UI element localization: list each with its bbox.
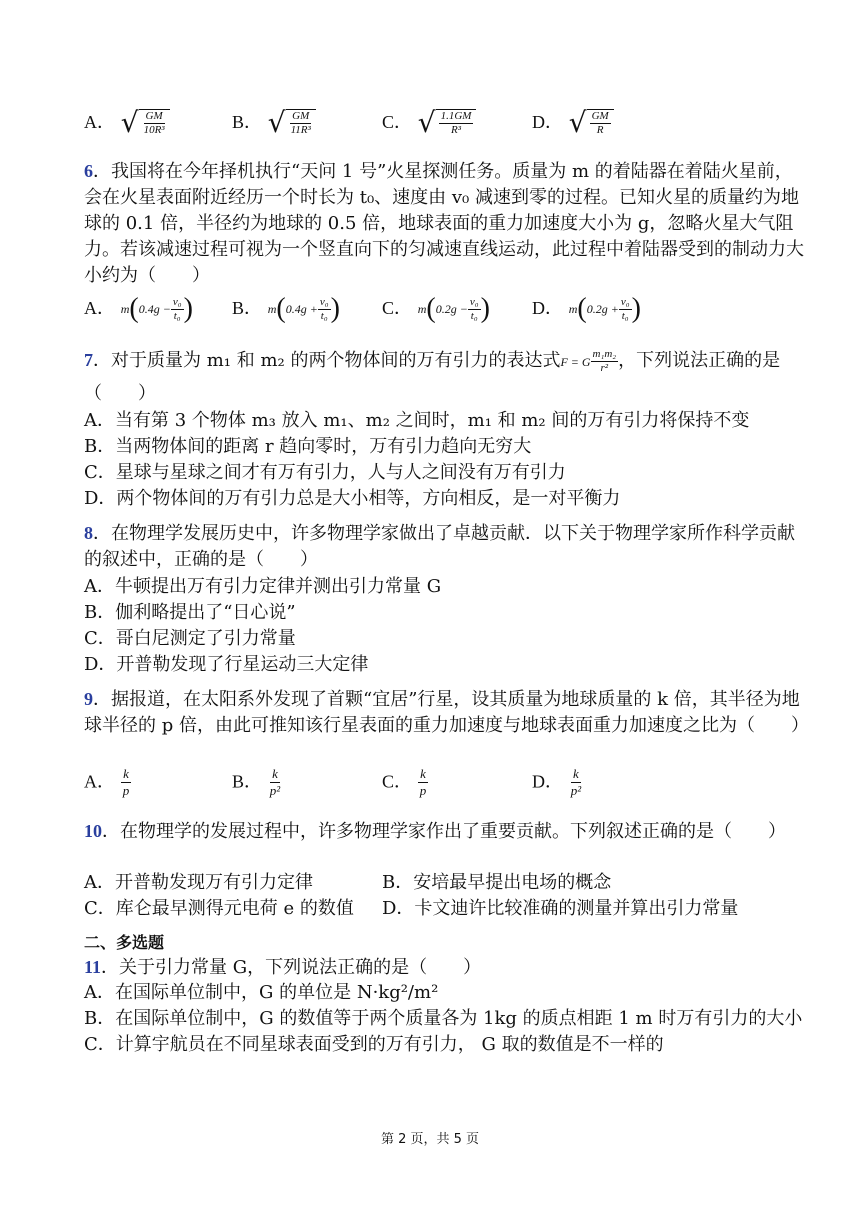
denominator: 11R³ (290, 124, 311, 136)
numerator: GM (591, 110, 609, 122)
option-label: C． (382, 771, 413, 792)
expression: 0.4g − (138, 301, 171, 316)
question-9 (84, 686, 809, 739)
sqrt-expression: √ $\frac{1.1GM}{\text{R³}}$ (418, 108, 477, 138)
q6-options (84, 294, 804, 334)
numerator: GM (145, 110, 163, 122)
q8-option-d: D．开普勒发现了行星运动三大定律 (84, 654, 369, 675)
q7-option-d: D．两个物体间的万有引力总是大小相等，方向相反，是一对平衡力 (84, 488, 621, 509)
option-label: C． (382, 112, 413, 132)
denominator: t₀ (173, 309, 181, 322)
question-text: ．我国将在今年择机执行“天问 1 号”火星探测任务。质量为 m 的着陆器在着陆火星前，会在火星表面附近经历一个时长为 t₀、速度由 v₀ 减速到零的过程。已知火星的质量约为地球的 0.1 倍，半径约为地球的 0.5 倍，地球表面的重力加速度大小为 g，忽略火星大气阻力。若该减速过程可视为一个竖直向下的匀减速直线运动，此过程中着陆器受到的制动力大小约为（ ） (84, 161, 804, 286)
q10-option-b: B．安培最早提出电场的概念 (382, 872, 612, 893)
gravity-formula: F = G (560, 355, 591, 369)
option-label: C． (382, 298, 413, 318)
numerator: 1.1GM (440, 110, 472, 122)
question-number: 9 (84, 689, 93, 709)
q7-option-a: A．当有第 3 个物体 m₃ 放入 m₁、m₂ 之间时，m₁ 和 m₂ 间的万有引力将保持不变 (84, 410, 750, 431)
mass-symbol: m (568, 301, 578, 316)
q6-option-b: B． m ( 0.4g + $\frac{\text{v₀}}{\text{t₀}}$ ) (232, 293, 340, 324)
question-8 (84, 520, 804, 573)
q8-option-c: C．哥白尼测定了引力常量 (84, 628, 296, 649)
q10-option-c: C．库仑最早测得元电荷 e 的数值 (84, 898, 354, 919)
numerator: v₀ (469, 295, 479, 308)
denominator: p (122, 783, 130, 798)
q9-option-a (84, 766, 131, 799)
question-7 (84, 344, 804, 410)
option-label: B． (232, 298, 263, 318)
q9-option-c (382, 766, 428, 799)
question-11 (84, 954, 804, 981)
expression: 0.2g + (586, 301, 619, 316)
denominator: R³ (451, 124, 462, 136)
denominator: R (596, 124, 604, 136)
q6-option-d: D． m ( 0.2g + $\frac{\text{v₀}}{\text{t₀}}$ ) (532, 293, 641, 324)
q11-option-b: B．在国际单位制中，G 的数值等于两个质量各为 1kg 的质点相距 1 m 时万有引力的大小 (84, 1008, 803, 1029)
denominator: t₀ (470, 309, 478, 322)
question-number: 7 (84, 350, 93, 370)
mass-symbol: m (120, 301, 130, 316)
numerator: GM (292, 110, 310, 122)
numerator: v₀ (319, 295, 329, 308)
numerator: k (573, 766, 579, 781)
q8-option-a: A．牛顿提出万有引力定律并测出引力常量 G (84, 576, 442, 597)
q10-option-a: A．开普勒发现万有引力定律 (84, 872, 313, 893)
expression: 0.2g − (435, 301, 468, 316)
q10-option-d: D．卡文迪许比较准确的测量并算出引力常量 (382, 898, 739, 919)
question-number: 10 (84, 821, 102, 841)
q5-option-c (382, 108, 476, 138)
denominator: p² (570, 783, 582, 798)
option-label: B． (232, 112, 263, 132)
q7-option-b: B．当两物体间的距离 r 趋向零时，万有引力趋向无穷大 (84, 436, 532, 457)
sqrt-expression: √ $\frac{GM}{R}$ (569, 108, 614, 138)
question-number: 6 (84, 161, 93, 181)
option-label: D． (532, 298, 563, 318)
question-text: ，下列说法正确的是（ ） (84, 350, 781, 404)
denominator: r² (600, 361, 609, 374)
numerator: k (123, 766, 129, 781)
q8-option-b: B．伽利略提出了“日心说” (84, 602, 296, 623)
numerator: k (420, 766, 426, 781)
page-footer: 第 2 页，共 5 页 (380, 1132, 480, 1147)
q11-option-list (84, 980, 804, 1058)
question-text: ．在物理学发展历史中，许多物理学家做出了卓越贡献．以下关于物理学家所作科学贡献的叙述中，正确的是（ ） (84, 523, 795, 570)
numerator: m₁m₂ (592, 347, 617, 360)
q5-option-b (232, 108, 316, 138)
sqrt-expression: √ $\frac{GM}{\text{11R³}}$ (268, 108, 316, 138)
q5-option-d (532, 108, 614, 138)
q5-option-a (84, 108, 170, 138)
section-heading: 二、多选题 (84, 933, 165, 952)
q6-option-a: A． m ( 0.4g − $\frac{\text{v₀}}{\text{t₀}}$ ) (84, 293, 193, 324)
option-label: A． (84, 112, 115, 132)
denominator: t₀ (621, 309, 629, 322)
question-text: ．据报道，在太阳系外发现了首颗“宜居”行星，设其质量为地球质量的 k 倍，其半径为地球半径的 p 倍，由此可推知该行星表面的重力加速度与地球表面重力加速度之比为（ ） (84, 689, 809, 736)
option-label: D． (532, 771, 563, 792)
q8-option-list (84, 574, 804, 678)
denominator: t₀ (320, 309, 328, 322)
numerator: v₀ (172, 295, 182, 308)
denominator: p² (269, 783, 281, 798)
q5-options (84, 108, 804, 148)
option-label: B． (232, 771, 263, 792)
sqrt-expression: √ $\frac{GM}{\text{10R³}}$ (121, 108, 170, 138)
q11-option-c: C．计算宇航员在不同星球表面受到的万有引力， G 取的数值是不一样的 (84, 1034, 664, 1055)
q7-option-c: C．星球与星球之间才有万有引力，人与人之间没有万有引力 (84, 462, 566, 483)
expression: 0.4g + (285, 301, 318, 316)
option-label: A． (84, 771, 115, 792)
q7-option-list (84, 408, 804, 512)
question-text: ．对于质量为 m₁ 和 m₂ 的两个物体间的万有引力的表达式 (93, 350, 561, 371)
q10-option-list (84, 870, 804, 922)
question-text: ．在物理学的发展过程中，许多物理学家作出了重要贡献。下列叙述正确的是（ ） (102, 821, 786, 842)
question-number: 8 (84, 523, 93, 543)
q9-option-d (532, 766, 583, 799)
q9-options (84, 766, 804, 806)
question-6 (84, 158, 804, 289)
option-label: D． (532, 112, 563, 132)
mass-symbol: m (417, 301, 427, 316)
question-10 (84, 818, 804, 845)
question-number: 11 (84, 957, 102, 977)
option-label: A． (84, 298, 115, 318)
q9-option-b (232, 766, 282, 799)
numerator: v₀ (620, 295, 630, 308)
denominator: 10R³ (143, 124, 165, 136)
question-text: ．关于引力常量 G，下列说法正确的是（ ） (101, 957, 482, 978)
mass-symbol: m (267, 301, 277, 316)
q6-option-c: C． m ( 0.2g − $\frac{\text{v₀}}{\text{t₀}}$ ) (382, 293, 490, 324)
q11-option-a: A．在国际单位制中，G 的单位是 N·kg²/m² (84, 982, 439, 1003)
denominator: p (419, 783, 427, 798)
numerator: k (272, 766, 278, 781)
